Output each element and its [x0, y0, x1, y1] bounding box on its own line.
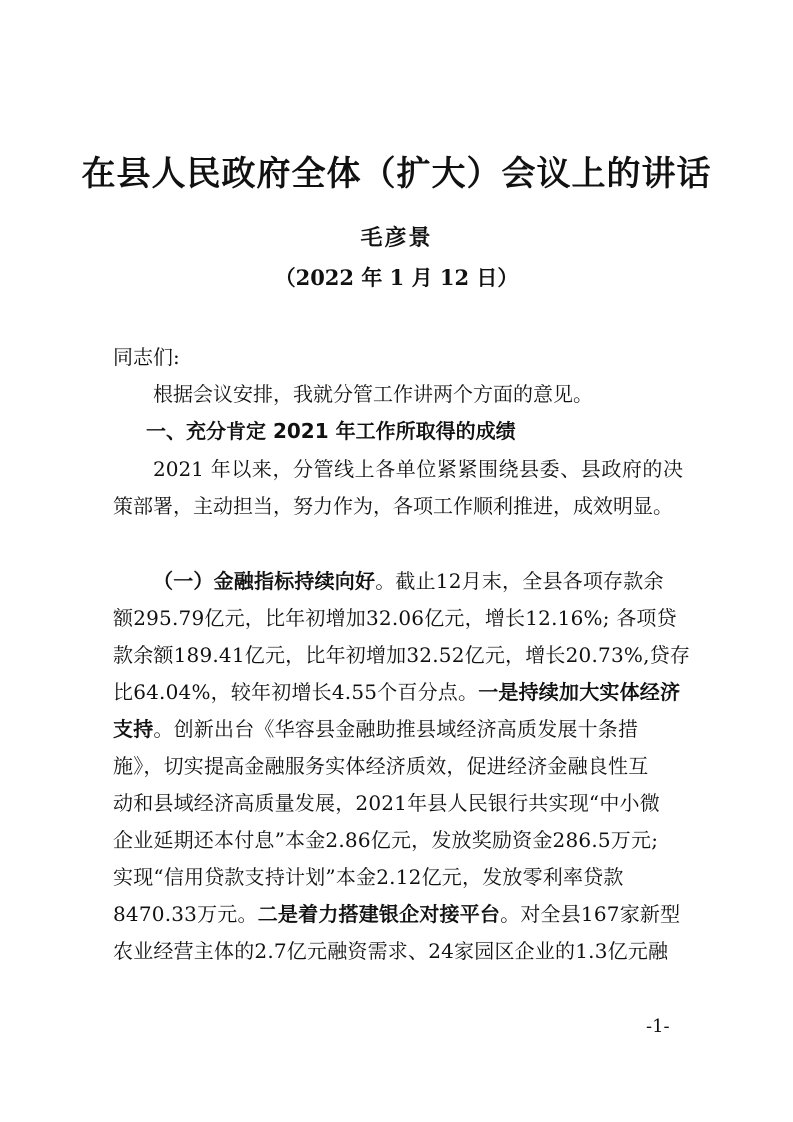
paragraph-line: [113, 896, 683, 933]
author-name: 毛彦景: [360, 225, 433, 251]
salutation: 同志们:: [113, 345, 180, 369]
paragraph-line: 农业经营主体的2.7亿元融资需求、24家园区企业的1.3亿元融: [113, 939, 669, 963]
section-heading: 一、充分肯定 2021 年工作所取得的成绩: [146, 419, 516, 443]
section-intro-paragraph: 2021 年以来，分管线上各单位紧紧围绕县委、县政府的决策部署，主动担当，努力作为，各项工作顺利推进，成效明显。: [113, 457, 683, 518]
paragraph-line: [113, 711, 683, 748]
document-title: 在县人民政府全体（扩大）会议上的讲话: [81, 154, 712, 194]
paragraph-line: 实现“信用贷款支持计划”本金2.12亿元，发放零利率贷款: [113, 865, 624, 889]
paragraph-text: 。截止12月末，全县各项存款余: [375, 569, 664, 593]
paragraph-line: 款余额189.41亿元，比年初增加32.52亿元，增长20.73%,贷存: [113, 643, 691, 667]
paragraph-line: 动和县域经济高质量发展，2021年县人民银行共实现“中小微: [113, 791, 660, 815]
bold-point-1: 一是持续加大实体经济: [478, 680, 681, 704]
paragraph-text: 。创新出台《华容县金融助推县域经济高质发展十条措: [153, 717, 639, 741]
paragraph-line: [113, 563, 683, 600]
bold-point-2: 二是着力搭建银企对接平台: [257, 902, 501, 926]
paragraph-text: 。对全县167家新型: [500, 902, 681, 926]
speech-date: （2022 年 1 月 12 日）: [274, 265, 519, 290]
paragraph-line: [113, 674, 683, 711]
bold-point-1-end: 支持: [113, 717, 154, 741]
page-number: -1-: [646, 1016, 670, 1037]
paragraph-text: 8470.33万元。: [113, 902, 258, 926]
subsection-paragraph: [113, 563, 691, 970]
subsection-heading: （一）金融指标持续向好: [153, 569, 376, 593]
intro-paragraph: 根据会议安排，我就分管工作讲两个方面的意见。: [153, 382, 593, 406]
paragraph-text: 比64.04%，较年初增长4.55个百分点。: [113, 680, 479, 704]
paragraph-line: 企业延期还本付息”本金2.86亿元，发放奖励资金286.5万元;: [113, 828, 659, 852]
paragraph-line: 施》，切实提高金融服务实体经济质效，促进经济金融良性互: [113, 754, 649, 778]
paragraph-line: 额295.79亿元，比年初增加32.06亿元，增长12.16%; 各项贷: [113, 606, 677, 630]
